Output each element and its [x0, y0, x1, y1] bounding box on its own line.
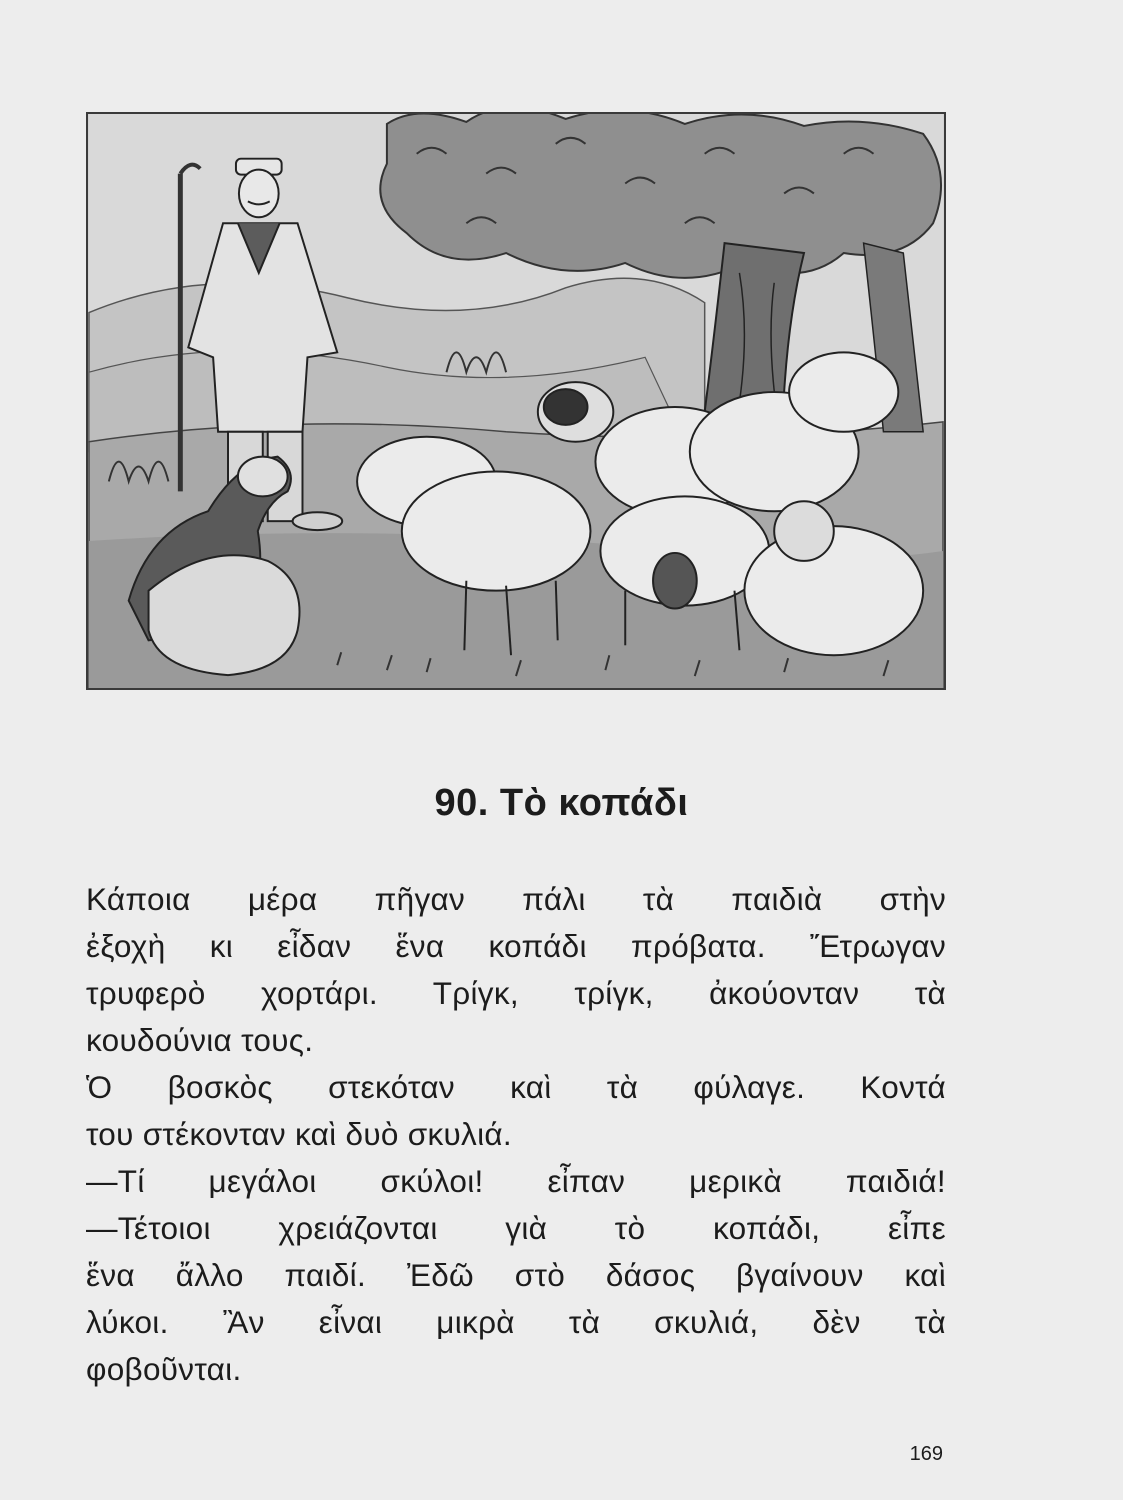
text-line: ἐξοχὴ κι εἶδαν ἕνα κοπάδι πρόβατα. Ἔτρωγαν: [86, 928, 946, 964]
shepherd-flock-illustration: [86, 112, 946, 690]
chapter-title: 90. Τὸ κοπάδι: [434, 782, 689, 824]
text-line: του στέκονταν καὶ δυὸ σκυλιά.: [86, 1116, 512, 1152]
text-line: κουδούνια τους.: [86, 1022, 314, 1058]
text-line: —Τέτοιοι χρειάζονται γιὰ τὸ κοπάδι, εἶπε: [86, 1210, 946, 1246]
text-line: τρυφερὸ χορτάρι. Τρίγκ, τρίγκ, ἀκούονταν τὰ: [86, 975, 946, 1011]
text-line: λύκοι. Ἂν εἶναι μικρὰ τὰ σκυλιά, δὲν τὰ: [86, 1304, 946, 1340]
illustration-drawing: [88, 114, 944, 688]
story-text: [86, 876, 946, 1393]
text-line: Ὁ βοσκὸς στεκόταν καὶ τὰ φύλαγε. Κοντά: [86, 1069, 946, 1105]
text-line: φοβοῦνται.: [86, 1351, 242, 1387]
page-number: 169: [909, 1443, 943, 1465]
text-line: ἕνα ἄλλο παιδί. Ἐδῶ στὸ δάσος βγαίνουν καὶ: [86, 1257, 946, 1293]
text-line: —Τί μεγάλοι σκύλοι! εἶπαν μερικὰ παιδιά!: [86, 1163, 946, 1199]
text-line: Κάποια μέρα πῆγαν πάλι τὰ παιδιὰ στὴν: [86, 881, 946, 917]
